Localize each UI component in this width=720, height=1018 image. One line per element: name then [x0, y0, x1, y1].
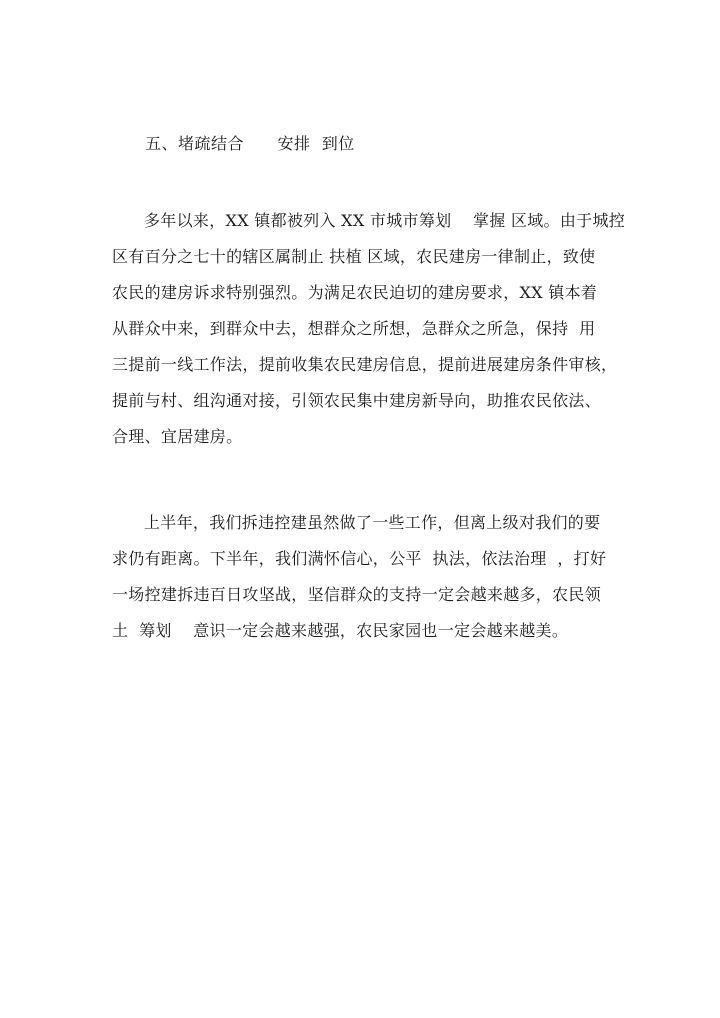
paragraph-line: 区有百分之七十的辖区属制止 扶植 区域，农民建房一律制止，致使 [112, 247, 596, 266]
paragraph-2 [112, 505, 622, 649]
paragraph-1 [112, 203, 626, 455]
paragraph-line: 从群众中来，到群众中去，想群众之所想，急群众之所急，保持 用 [112, 319, 596, 338]
paragraph-line: 一场控建拆违百日攻坚战，坚信群众的支持一定会越来越多，农民领 [112, 585, 602, 604]
paragraph-line: 土 筹划 意识一定会越来越强，农民家园也一定会越来越美。 [112, 621, 569, 640]
paragraph-line: 农民的建房诉求特别强烈。为满足农民迫切的建房要求，XX 镇本着 [112, 283, 598, 302]
section-heading: 五、堵疏结合 安排 到位 [145, 134, 355, 153]
paragraph-line: 上半年，我们拆违控建虽然做了一些工作，但离上级对我们的要 [144, 513, 601, 532]
paragraph-line: 求仍有距离。下半年，我们满怀信心，公平 执法，依法治理 ，打好 [112, 549, 607, 568]
paragraph-line: 提前与村、组沟通对接，引领农民集中建房新导向，助推农民依法、 [112, 391, 602, 410]
paragraph-line: 三提前一线工作法，提前收集农民建房信息，提前进展建房条件审核， [112, 355, 618, 374]
paragraph-line: 合理、宜居建房。 [112, 427, 243, 446]
paragraph-line: 多年以来，XX 镇都被列入 XX 市城市筹划 掌握 区域。由于城控 [144, 211, 626, 230]
